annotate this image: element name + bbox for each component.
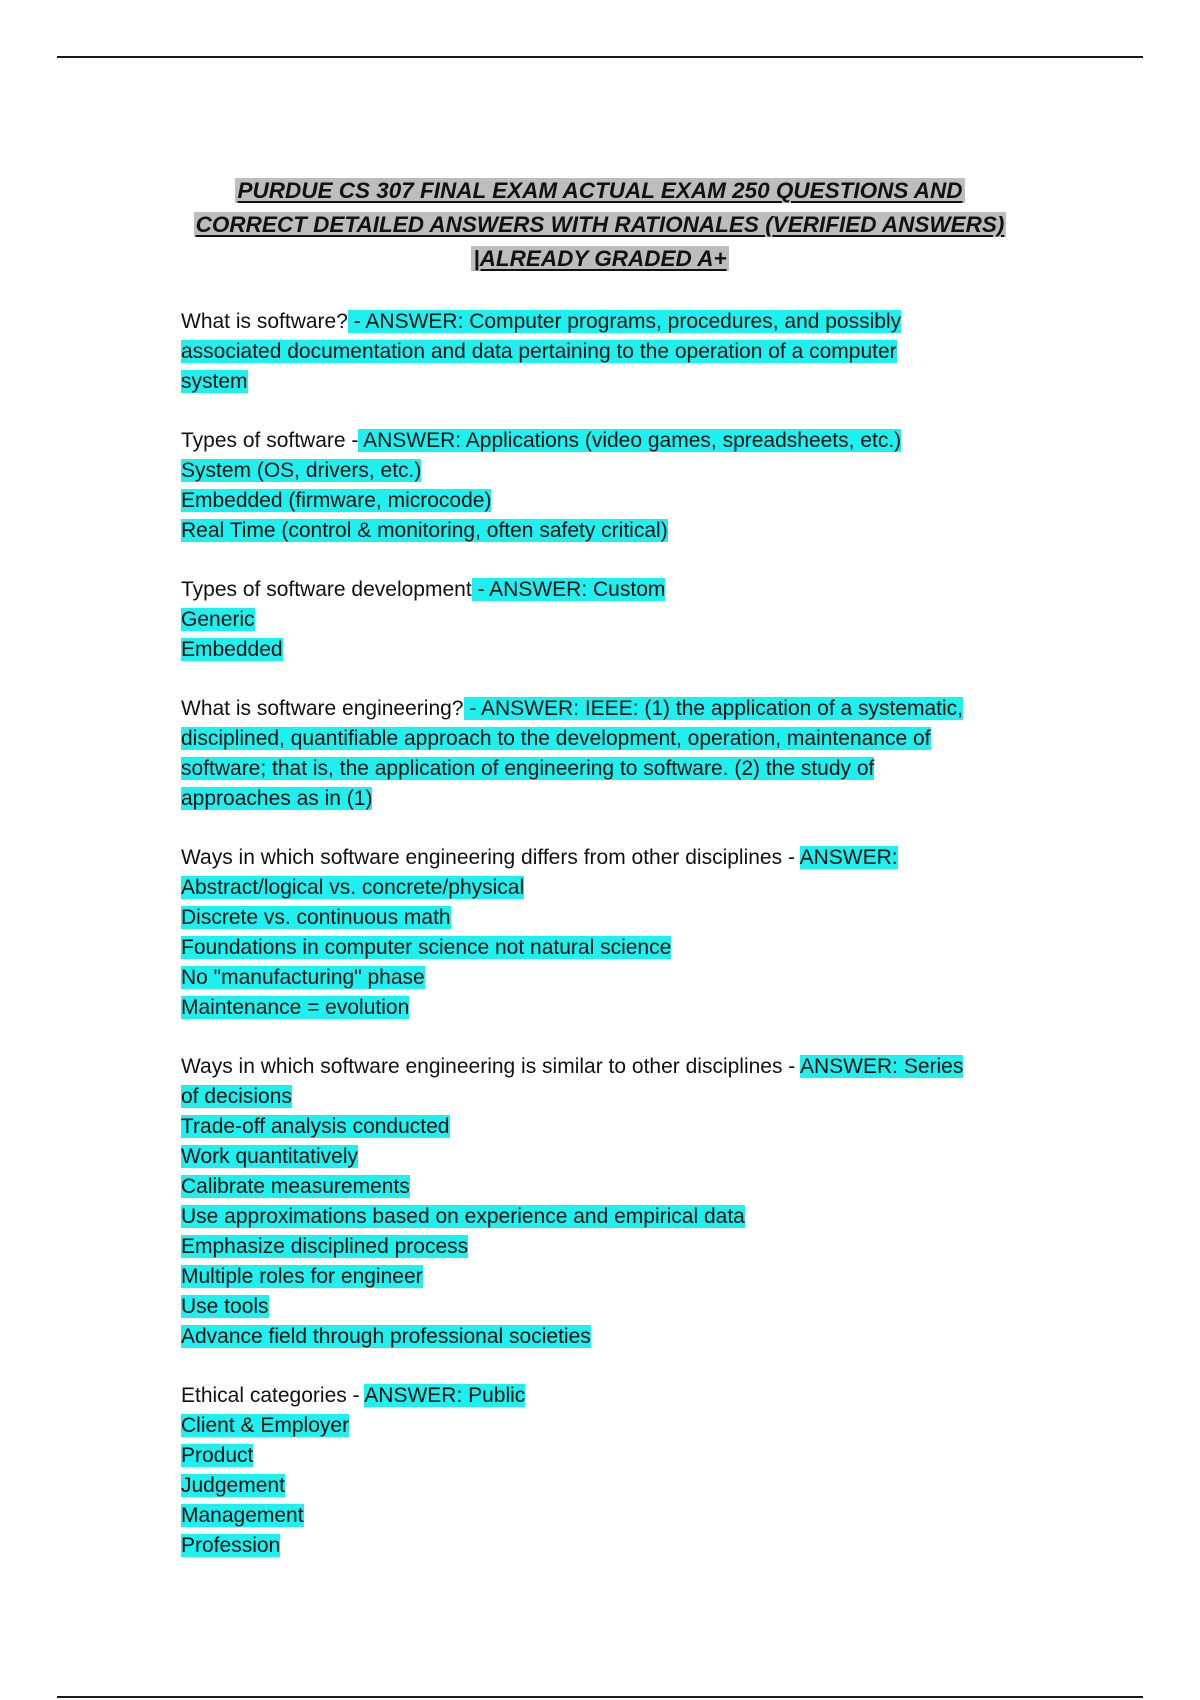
answer-text: approaches as in (1) — [181, 787, 373, 810]
answer-text: software; that is, the application of engineering to software. (2) the study of — [181, 757, 875, 780]
qa-item — [181, 1052, 1021, 1352]
answer-text: Generic — [181, 608, 255, 631]
answer-text: Client & Employer — [181, 1414, 350, 1437]
answer-text: - ANSWER: Computer programs, procedures, and possibly — [347, 310, 902, 333]
question-text: What is software engineering? — [181, 697, 464, 720]
answer-text: Real Time (control & monitoring, often safety critical) — [181, 519, 668, 542]
question-text: Ways in which software engineering is similar to other disciplines - — [181, 1055, 800, 1078]
answer-text: ANSWER: Public — [364, 1384, 526, 1407]
qa-item — [181, 843, 1021, 1023]
bottom-rule — [57, 1696, 1143, 1698]
answer-text: Maintenance = evolution — [181, 996, 410, 1019]
answer-text: disciplined, quantifiable approach to the development, operation, maintenance of — [181, 727, 931, 750]
answer-text: Profession — [181, 1534, 281, 1557]
answer-text: ANSWER: — [799, 846, 898, 869]
qa-item — [181, 307, 1021, 397]
answer-text: Emphasize disciplined process — [181, 1235, 469, 1258]
qa-list — [181, 307, 1021, 1590]
answer-text: Foundations in computer science not natural science — [181, 936, 672, 959]
qa-item — [181, 575, 1021, 665]
answer-text: Management — [181, 1504, 304, 1527]
answer-text: No "manufacturing" phase — [181, 966, 425, 989]
answer-text: Product — [181, 1444, 254, 1467]
answer-text: Discrete vs. continuous math — [181, 906, 451, 929]
answer-text: ANSWER: Series — [799, 1055, 964, 1078]
answer-text: - ANSWER: IEEE: (1) the application of a systematic, — [463, 697, 964, 720]
question-text: Types of software development — [181, 578, 472, 601]
answer-text: of decisions — [181, 1085, 292, 1108]
question-text: Types of software - — [181, 429, 359, 452]
answer-text: system — [181, 370, 248, 393]
answer-text: Judgement — [181, 1474, 285, 1497]
question-text: What is software? — [181, 310, 348, 333]
top-rule — [57, 56, 1143, 58]
answer-text: Abstract/logical vs. concrete/physical — [181, 876, 525, 899]
qa-item — [181, 1381, 1021, 1561]
question-text: Ethical categories - — [181, 1384, 365, 1407]
answer-text: Advance field through professional societies — [181, 1325, 591, 1348]
answer-text: ANSWER: Applications (video games, spreadsheets, etc.) — [358, 429, 902, 452]
answer-text: Calibrate measurements — [181, 1175, 410, 1198]
question-text: Ways in which software engineering differs from other disciplines - — [181, 846, 800, 869]
answer-text: Work quantitatively — [181, 1145, 359, 1168]
title-line: CORRECT DETAILED ANSWERS WITH RATIONALES (VERIFIED ANSWERS) — [195, 212, 1005, 237]
qa-item — [181, 426, 1021, 546]
answer-text: Embedded (firmware, microcode) — [181, 489, 492, 512]
answer-text: Embedded — [181, 638, 283, 661]
title-line: PURDUE CS 307 FINAL EXAM ACTUAL EXAM 250 QUESTIONS AND — [237, 178, 963, 203]
answer-text: Trade-off analysis conducted — [181, 1115, 450, 1138]
title-line: |ALREADY GRADED A+ — [473, 246, 727, 271]
answer-text: System (OS, drivers, etc.) — [181, 459, 422, 482]
answer-text: Multiple roles for engineer — [181, 1265, 423, 1288]
answer-text: Use approximations based on experience and empirical data — [181, 1205, 745, 1228]
document-title — [120, 174, 1080, 276]
answer-text: associated documentation and data pertaining to the operation of a computer — [181, 340, 897, 363]
qa-item — [181, 694, 1021, 814]
answer-text: - ANSWER: Custom — [471, 578, 666, 601]
answer-text: Use tools — [181, 1295, 269, 1318]
